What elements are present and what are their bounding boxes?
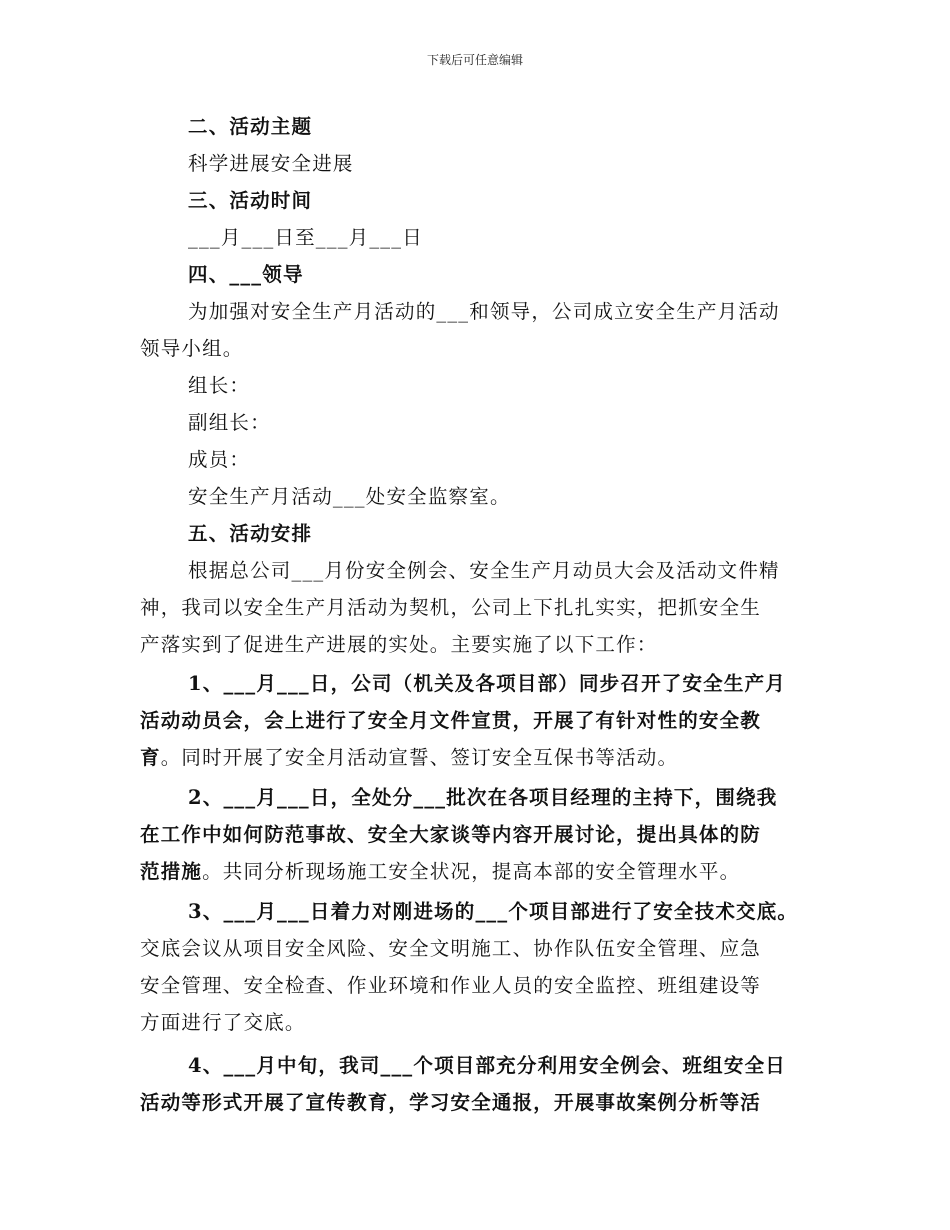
page-header: 下载后可任意编辑 [426, 53, 523, 67]
text-line [140, 739, 816, 776]
text-line: 方面进行了交底。 [140, 1011, 306, 1034]
text-line: ___月___日至___月___日 [188, 226, 423, 249]
text-line: 副组长： [188, 411, 271, 434]
bold-text-line: 二、活动主题 [188, 115, 313, 138]
bold-text-line: 活动动员会，会上进行了安全月文件宣贯，开展了有针对性的安全教 [140, 709, 762, 732]
normal-run: 。同时开展了安全月活动宣誓、签订安全互保书等活动。 [160, 746, 679, 769]
bold-text-line: 三、活动时间 [188, 189, 313, 212]
bold-text-line: 四、___领导 [188, 263, 304, 286]
bold-text-line: 3、___月___日着力对刚进场的___个项目部进行了安全技术交底。 [188, 900, 799, 923]
bold-text-line: 五、活动安排 [188, 522, 313, 545]
bold-run: 范措施 [140, 860, 203, 883]
normal-run: 。共同分析现场施工安全状况，提高本部的安全管理水平。 [202, 860, 741, 883]
bold-text-line: 2、___月___日，全处分___批次在各项目经理的主持下，围绕我 [188, 786, 778, 809]
text-line: 组长： [188, 374, 251, 397]
bold-text-line: 在工作中如何防范事故、安全大家谈等内容开展讨论，提出具体的防 [140, 823, 762, 846]
text-line: 安全管理、安全检查、作业环境和作业人员的安全监控、班组建设等 [140, 974, 762, 997]
text-line: 科学进展安全进展 [188, 152, 354, 175]
text-line: 为加强对安全生产月活动的___和领导，公司成立安全生产月活动 [188, 300, 780, 323]
bold-text-line: 4、___月中旬，我司___个项目部充分利用安全例会、班组安全日 [188, 1054, 786, 1077]
bold-text-line: 活动等形式开展了宣传教育，学习安全通报，开展事故案例分析等活 [140, 1091, 762, 1114]
text-line: 成员： [188, 448, 251, 471]
text-line: 神，我司以安全生产月活动为契机，公司上下扎扎实实，把抓安全生 [140, 596, 762, 619]
text-line: 安全生产月活动___处安全监察室。 [188, 485, 511, 508]
document-body [140, 108, 816, 1121]
text-line: 领导小组。 [140, 337, 244, 360]
text-line: 根据总公司___月份安全例会、安全生产月动员大会及活动文件精 [188, 559, 780, 582]
text-line [140, 853, 816, 890]
bold-run: 育 [140, 746, 161, 769]
bold-text-line: 1、___月___日，公司（机关及各项目部）同步召开了安全生产月 [188, 672, 786, 695]
text-line: 交底会议从项目安全风险、安全文明施工、协作队伍安全管理、应急 [140, 937, 762, 960]
text-line: 产落实到了促进生产进展的实处。主要实施了以下工作： [140, 633, 658, 656]
